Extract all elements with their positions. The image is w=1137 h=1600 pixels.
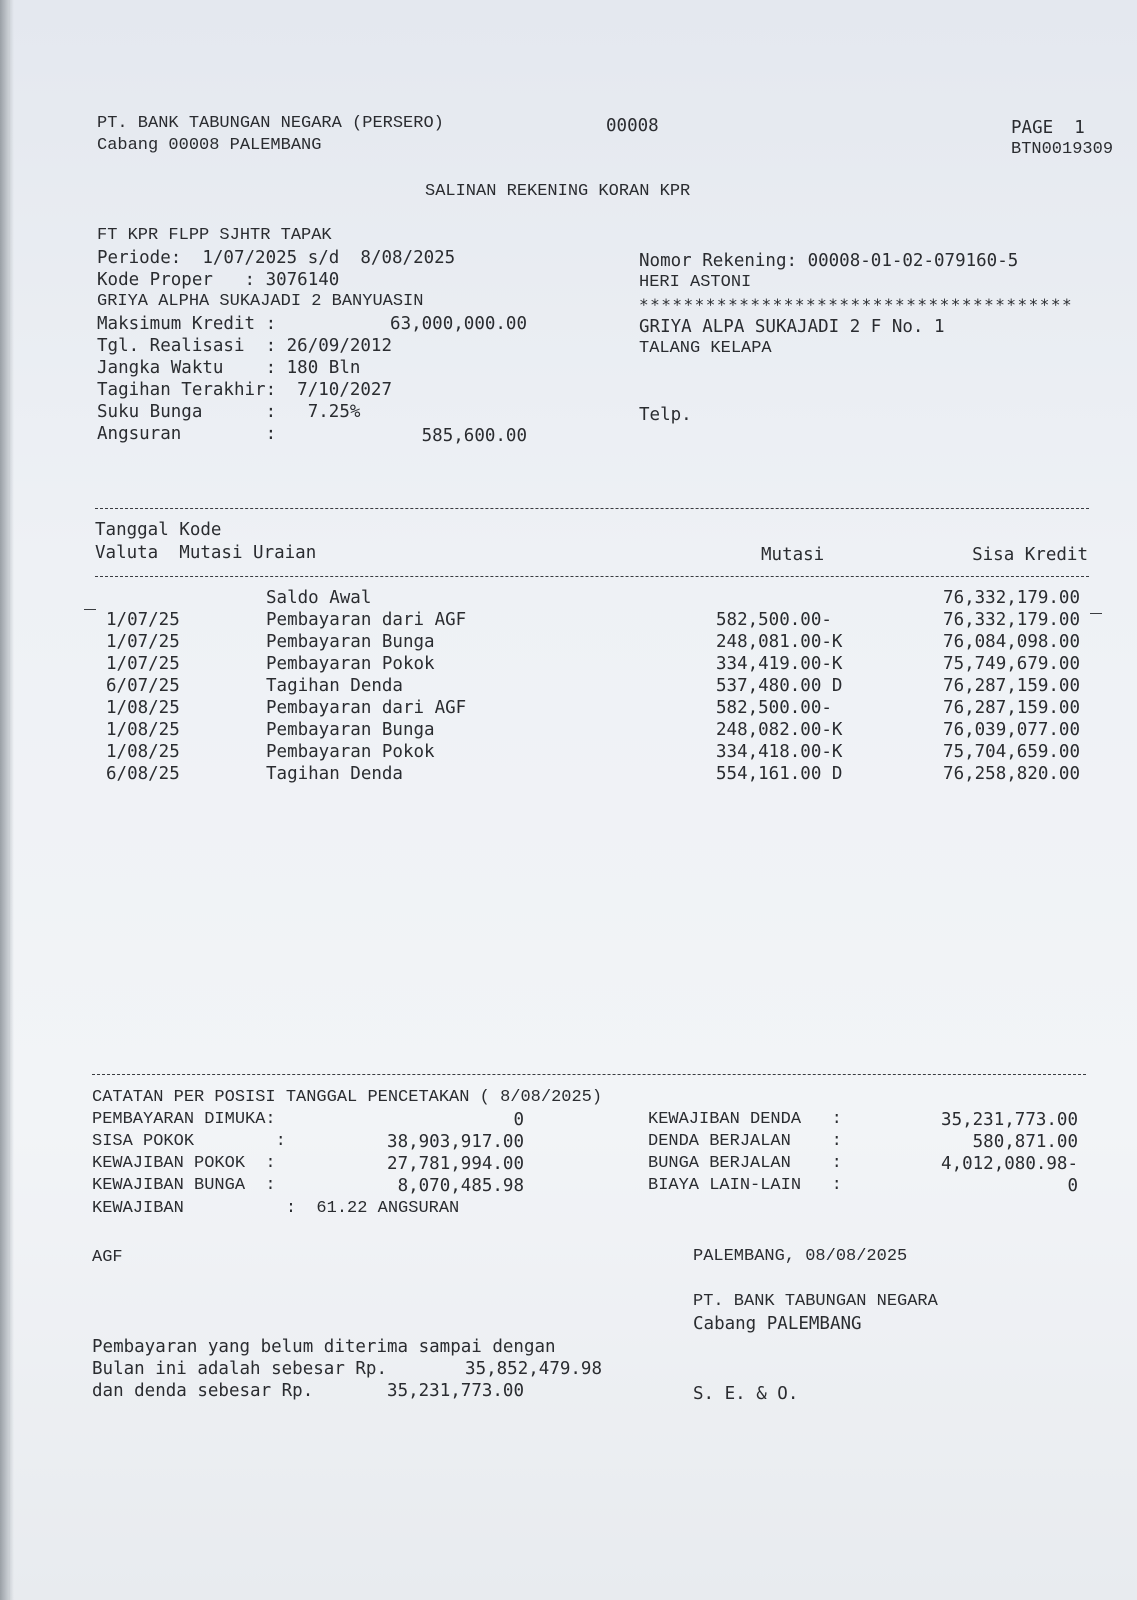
row-balance: 75,749,679.00 (943, 654, 1080, 674)
installment-label: Angsuran : (97, 424, 277, 444)
summary-value: 8,070,485.98 (397, 1176, 524, 1196)
row-description: Pembayaran dari AGF (266, 610, 467, 630)
row-description: Pembayaran Pokok (266, 742, 435, 762)
period: Periode: 1/07/2025 s/d 8/08/2025 (97, 248, 456, 268)
row-date: 6/08/25 (106, 764, 180, 784)
project-name: GRIYA ALPHA SUKAJADI 2 BANYUASIN (97, 292, 424, 311)
summary-value: 4,012,080.98- (941, 1154, 1078, 1174)
summary-label: BUNGA BERJALAN : (648, 1154, 842, 1173)
penalty-amount: 35,231,773.00 (387, 1381, 524, 1401)
table-head-row-1: Tanggal Kode (95, 520, 222, 540)
max-credit-label: Maksimum Kredit : (97, 314, 277, 334)
row-date: 1/08/25 (106, 742, 180, 762)
seo-note: S. E. & O. (693, 1384, 799, 1404)
row-balance: 76,332,179.00 (943, 610, 1080, 630)
interest-rate: Suku Bunga : 7.25% (97, 402, 361, 422)
summary-value: 38,903,917.00 (387, 1132, 524, 1152)
summary-label: KEWAJIBAN POKOK : (92, 1154, 276, 1173)
summary-label: SISA POKOK : (92, 1132, 286, 1151)
row-balance: 76,332,179.00 (943, 588, 1080, 608)
row-date: 1/07/25 (106, 610, 180, 630)
kewajiban-total: KEWAJIBAN : 61.22 ANGSURAN (92, 1199, 460, 1218)
row-mutation: 334,418.00-K (716, 742, 843, 762)
installment-value: 585,600.00 (421, 426, 527, 446)
product-name: FT KPR FLPP SJHTR TAPAK (97, 226, 332, 245)
masked-line: *************************************** (639, 295, 1074, 314)
customer-name: HERI ASTONI (639, 273, 752, 292)
signature-branch: Cabang PALEMBANG (693, 1314, 862, 1334)
row-balance: 76,287,159.00 (943, 698, 1080, 718)
loan-term: Jangka Waktu : 180 Bln (97, 358, 361, 378)
row-date: 1/07/25 (106, 654, 180, 674)
place-date: PALEMBANG, 08/08/2025 (693, 1247, 908, 1266)
address-line-1: GRIYA ALPA SUKAJADI 2 F No. 1 (639, 317, 945, 337)
row-mutation: 554,161.00 D (716, 764, 843, 784)
note-line-3-label: dan denda sebesar Rp. (92, 1381, 314, 1401)
realization-date: Tgl. Realisasi : 26/09/2012 (97, 336, 393, 356)
summary-label: KEWAJIBAN DENDA : (648, 1110, 842, 1129)
row-date: 1/07/25 (106, 632, 180, 652)
last-billing: Tagihan Terakhir: 7/10/2027 (97, 380, 393, 400)
row-description: Tagihan Denda (266, 676, 403, 696)
row-description: Tagihan Denda (266, 764, 403, 784)
summary-label: KEWAJIBAN BUNGA : (92, 1176, 276, 1195)
divider-header (95, 576, 1089, 577)
note-line-1: Pembayaran yang belum diterima sampai dengan (92, 1337, 556, 1357)
outstanding-amount: 35,852,479.98 (465, 1359, 602, 1379)
row-date: 1/08/25 (106, 720, 180, 740)
column-sisa-kredit: Sisa Kredit (972, 545, 1088, 565)
column-mutasi: Mutasi (761, 545, 825, 565)
row-date: 1/08/25 (106, 698, 180, 718)
summary-heading: CATATAN PER POSISI TANGGAL PENCETAKAN ( 8/08/2025) (92, 1088, 603, 1107)
table-head-row-2: Valuta Mutasi Uraian (95, 543, 317, 563)
kode-proper: Kode Proper : 3076140 (97, 270, 340, 290)
row-description: Pembayaran Bunga (266, 632, 435, 652)
max-credit-value: 63,000,000.00 (390, 314, 527, 334)
row-description: Pembayaran Bunga (266, 720, 435, 740)
row-mutation: 582,500.00- (716, 610, 832, 630)
row-marker-right (1090, 613, 1102, 614)
row-balance: 76,039,077.00 (943, 720, 1080, 740)
row-balance: 76,084,098.00 (943, 632, 1080, 652)
row-balance: 75,704,659.00 (943, 742, 1080, 762)
summary-label: BIAYA LAIN-LAIN : (648, 1176, 842, 1195)
summary-label: DENDA BERJALAN : (648, 1132, 842, 1151)
document-code: BTN0019309 (1011, 140, 1114, 159)
agf-label: AGF (92, 1248, 123, 1267)
branch-code: 00008 (606, 116, 659, 136)
row-balance: 76,287,159.00 (943, 676, 1080, 696)
row-mutation: 334,419.00-K (716, 654, 843, 674)
paper-edge (0, 0, 14, 1600)
account-number: Nomor Rekening: 00008-01-02-079160-5 (639, 251, 1019, 271)
summary-value: 0 (1067, 1176, 1078, 1196)
signature-bank: PT. BANK TABUNGAN NEGARA (693, 1292, 938, 1311)
divider-top (95, 508, 1089, 509)
row-description: Pembayaran Pokok (266, 654, 435, 674)
divider-summary (92, 1074, 1086, 1075)
row-mutation: 537,480.00 D (716, 676, 843, 696)
branch-name: Cabang 00008 PALEMBANG (97, 136, 322, 155)
summary-value: 580,871.00 (972, 1132, 1078, 1152)
summary-value: 35,231,773.00 (941, 1110, 1078, 1130)
row-description: Pembayaran dari AGF (266, 698, 467, 718)
row-mutation: 582,500.00- (716, 698, 832, 718)
row-description: Saldo Awal (266, 588, 372, 608)
summary-value: 0 (513, 1110, 524, 1130)
row-mutation: 248,082.00-K (716, 720, 843, 740)
row-balance: 76,258,820.00 (943, 764, 1080, 784)
summary-label: PEMBAYARAN DIMUKA: (92, 1110, 276, 1129)
row-date: 6/07/25 (106, 676, 180, 696)
phone-label: Telp. (639, 405, 692, 425)
bank-name: PT. BANK TABUNGAN NEGARA (PERSERO) (97, 114, 444, 133)
address-line-2: TALANG KELAPA (639, 339, 772, 358)
document-title: SALINAN REKENING KORAN KPR (425, 182, 691, 201)
summary-value: 27,781,994.00 (387, 1154, 524, 1174)
note-line-2-label: Bulan ini adalah sebesar Rp. (92, 1359, 388, 1379)
row-mutation: 248,081.00-K (716, 632, 843, 652)
row-marker-left (84, 609, 96, 610)
page-number: PAGE 1 (1011, 118, 1085, 138)
